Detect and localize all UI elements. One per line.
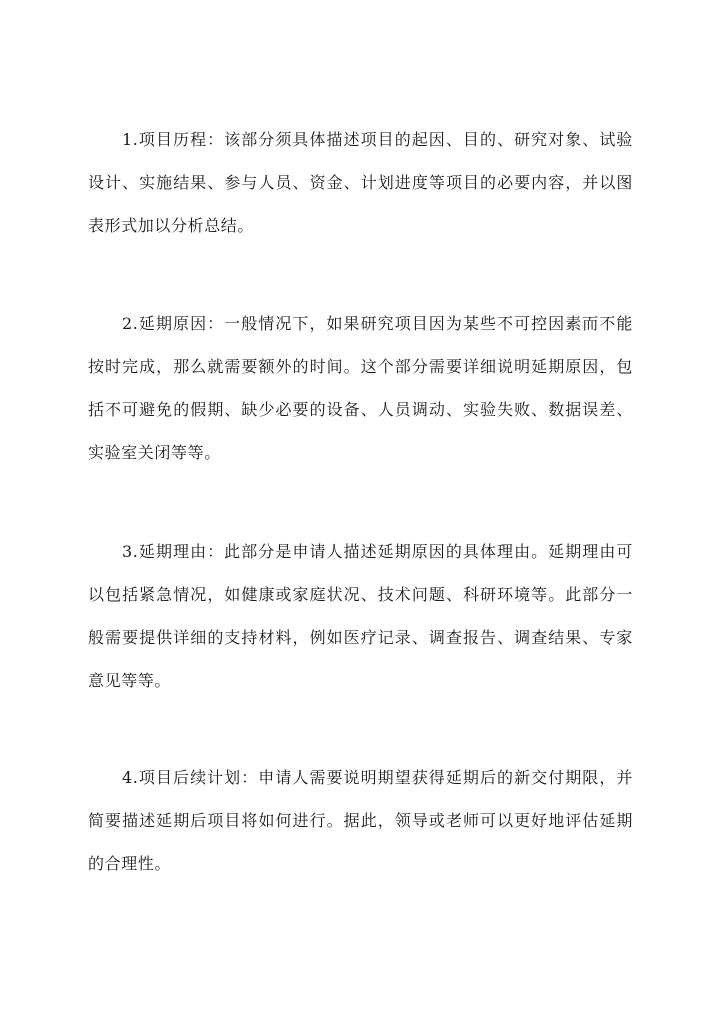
paragraph-delay-reasons: 2.延期原因：一般情况下，如果研究项目因为某些不可控因素而不能按时完成，那么就需要额外的时间。这个部分需要详细说明延期原因，包括不可避免的假期、缺少必要的设备、人员调动、实验失败、数据误差、实验室关闭等等。 xyxy=(88,314,633,462)
paragraph-project-history: 1.项目历程：该部分须具体描述项目的起因、目的、研究对象、试验设计、实施结果、参与人员、资金、计划进度等项目的必要内容，并以图表形式加以分析总结。 xyxy=(88,130,633,235)
paragraph-follow-up-plan: 4.项目后续计划：申请人需要说明期望获得延期后的新交付期限，并简要描述延期后项目将如何进行。据此，领导或老师可以更好地评估延期的合理性。 xyxy=(88,768,633,873)
paragraph-delay-justification: 3.延期理由：此部分是申请人描述延期原因的具体理由。延期理由可以包括紧急情况，如健康或家庭状况、技术问题、科研环境等。此部分一般需要提供详细的支持材料，例如医疗记录、调查报告、调查结果、专家意见等等。 xyxy=(88,542,633,690)
